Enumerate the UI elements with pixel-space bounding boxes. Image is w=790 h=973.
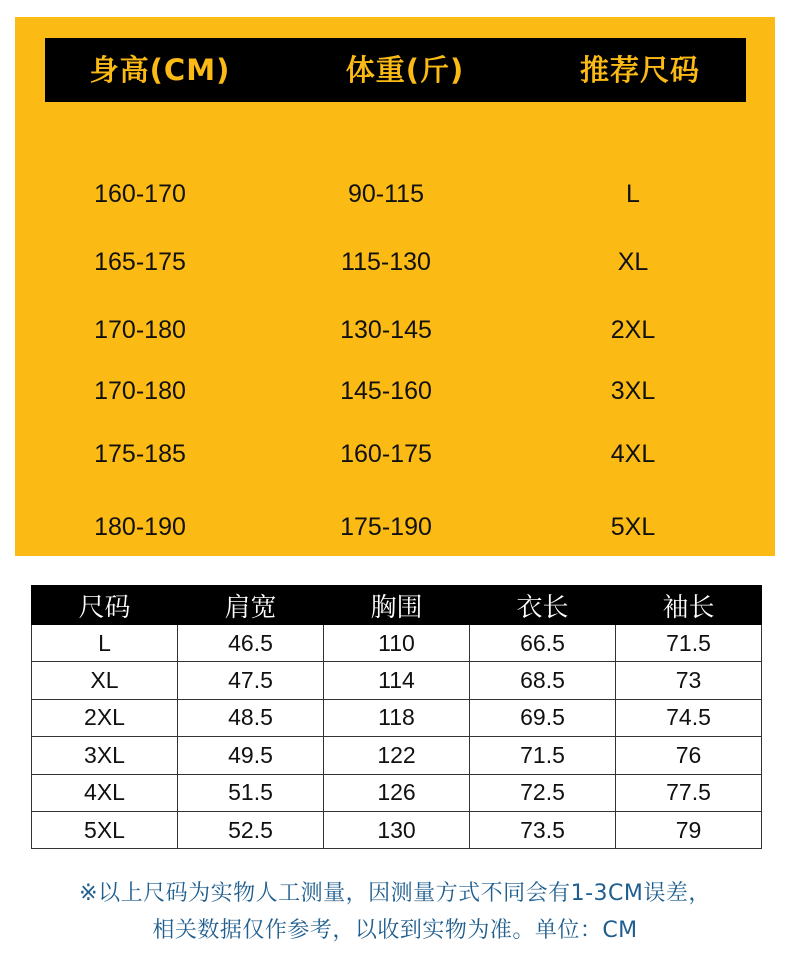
weight-range: 115-130 [341,248,431,276]
height-range: 180-190 [94,513,186,541]
recommended-size: 5XL [610,513,656,541]
length-cell: 69.5 [470,699,616,736]
weight-range: 175-190 [340,513,432,541]
sleeve-column-header: 袖长 [616,586,762,625]
chest-cell: 114 [324,662,470,699]
shoulder-column-header: 肩宽 [178,586,324,625]
shoulder-cell: 48.5 [178,699,324,736]
recommend-row [0,310,790,350]
weight-range: 145-160 [340,377,432,405]
recommend-row [0,434,790,474]
sleeve-cell: 74.5 [616,699,762,736]
height-range: 170-180 [94,316,186,344]
sleeve-cell: 79 [616,811,762,848]
table-row [32,811,762,848]
size-cell: 4XL [32,774,178,811]
recommended-size: XL [617,248,649,276]
length-cell: 72.5 [470,774,616,811]
sleeve-cell: 76 [616,737,762,774]
chest-cell: 110 [324,625,470,662]
shoulder-cell: 49.5 [178,737,324,774]
chest-cell: 130 [324,811,470,848]
recommended-size-header: 推荐尺码 [579,53,700,87]
size-column-header: 尺码 [32,586,178,625]
length-cell: 73.5 [470,811,616,848]
recommend-row [0,174,790,214]
height-range: 160-170 [94,180,186,208]
chest-cell: 118 [324,699,470,736]
recommend-row [0,507,790,547]
length-cell: 66.5 [470,625,616,662]
measurement-note-line2: 相关数据仅作参考，以收到实物为准。单位：CM [152,918,638,943]
size-cell: XL [32,662,178,699]
sleeve-cell: 77.5 [616,774,762,811]
chest-cell: 122 [324,737,470,774]
height-range: 165-175 [94,248,186,276]
weight-header: 体重(斤) [345,53,465,87]
size-cell: 5XL [32,811,178,848]
size-cell: L [32,625,178,662]
chest-column-header: 胸围 [324,586,470,625]
size-recommend-header [45,38,746,102]
measurement-table [31,585,762,849]
recommend-row [0,371,790,411]
table-row [32,737,762,774]
measurement-note-line1: ※以上尺码为实物人工测量，因测量方式不同会有1-3CM误差， [79,881,711,906]
weight-range: 160-175 [340,440,432,468]
length-cell: 68.5 [470,662,616,699]
length-cell: 71.5 [470,737,616,774]
length-column-header: 衣长 [470,586,616,625]
recommended-size: 2XL [610,316,656,344]
size-cell: 3XL [32,737,178,774]
weight-range: 130-145 [340,316,432,344]
height-header: 身高(CM) [89,53,231,87]
height-range: 175-185 [94,440,186,468]
size-cell: 2XL [32,699,178,736]
table-row [32,662,762,699]
shoulder-cell: 47.5 [178,662,324,699]
recommend-row [0,242,790,282]
table-header-row [32,586,762,625]
weight-range: 90-115 [348,180,424,208]
recommended-size: 3XL [610,377,656,405]
shoulder-cell: 46.5 [178,625,324,662]
shoulder-cell: 52.5 [178,811,324,848]
chest-cell: 126 [324,774,470,811]
sleeve-cell: 73 [616,662,762,699]
recommended-size: 4XL [610,440,656,468]
height-range: 170-180 [94,377,186,405]
sleeve-cell: 71.5 [616,625,762,662]
shoulder-cell: 51.5 [178,774,324,811]
recommended-size: L [626,180,640,208]
table-row [32,774,762,811]
table-row [32,625,762,662]
table-row [32,699,762,736]
